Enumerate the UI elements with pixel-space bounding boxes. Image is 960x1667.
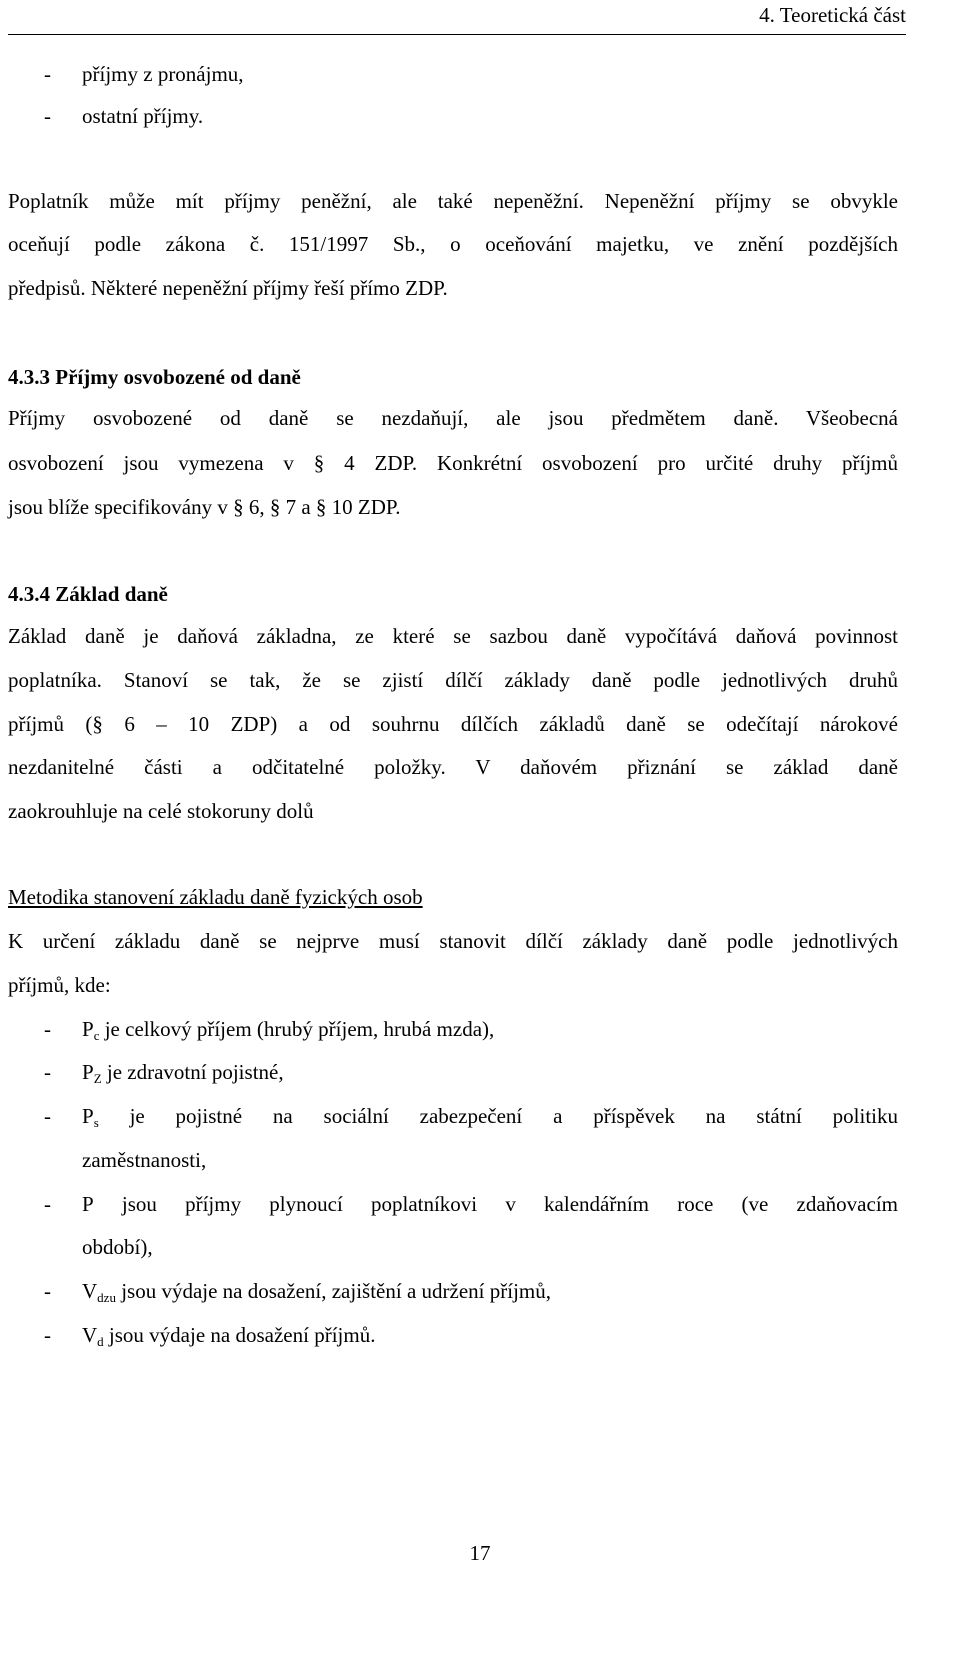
- paragraph-line: Poplatník může mít příjmy peněžní, ale také nepeněžní. Nepeněžní příjmy se obvykle: [8, 189, 898, 213]
- paragraph-line: předpisů. Některé nepeněžní příjmy řeší přímo ZDP.: [8, 276, 448, 300]
- definition-text: je celkový příjem (hrubý příjem, hrubá mzda),: [99, 1017, 495, 1041]
- definition-text: jsou výdaje na dosažení příjmů.: [103, 1323, 376, 1347]
- symbol: P: [82, 1104, 94, 1128]
- symbol: P: [82, 1060, 94, 1084]
- paragraph-line: osvobození jsou vymezena v § 4 ZDP. Konkrétní osvobození pro určité druhy příjmů: [8, 451, 898, 475]
- definition-item: [82, 1019, 494, 1042]
- definition-continuation: období),: [82, 1235, 153, 1259]
- definition-item: [82, 1281, 551, 1304]
- list-dash: -: [44, 1104, 51, 1128]
- list-dash: -: [44, 1060, 51, 1084]
- paragraph-line: K určení základu daně se nejprve musí stanovit dílčí základy daně podle jednotlivých: [8, 929, 898, 953]
- paragraph-line: jsou blíže specifikovány v § 6, § 7 a § 10 ZDP.: [8, 495, 401, 519]
- definition-text: je pojistné na sociální zabezpečení a příspěvek na státní politiku: [98, 1104, 898, 1128]
- paragraph-line: zaokrouhluje na celé stokoruny dolů: [8, 799, 314, 823]
- symbol: P: [82, 1017, 94, 1041]
- chapter-title: 4. Teoretická část: [759, 3, 906, 27]
- symbol: P: [82, 1192, 94, 1216]
- list-dash: -: [44, 1323, 51, 1347]
- subsection-title: Metodika stanovení základu daně fyzických osob: [8, 885, 423, 909]
- definition-text: jsou výdaje na dosažení, zajištění a udržení příjmů,: [115, 1279, 551, 1303]
- section-heading: 4.3.4 Základ daně: [8, 582, 168, 606]
- paragraph-line: nezdanitelné části a odčitatelné položky. V daňovém přiznání se základ daně: [8, 755, 898, 779]
- symbol: V: [82, 1323, 98, 1347]
- paragraph-line: příjmů, kde:: [8, 973, 111, 997]
- definition-item: [82, 1062, 284, 1085]
- paragraph-line: poplatníka. Stanoví se tak, že se zjistí dílčí základy daně podle jednotlivých druhů: [8, 668, 898, 692]
- definition-continuation: zaměstnanosti,: [82, 1148, 207, 1172]
- paragraph-line: oceňují podle zákona č. 151/1997 Sb., o oceňování majetku, ve znění pozdějších: [8, 232, 898, 256]
- definition-item: [82, 1106, 898, 1129]
- symbol-subscript: s: [93, 1115, 99, 1130]
- page-number: 17: [469, 1541, 491, 1565]
- list-dash: -: [44, 104, 51, 128]
- symbol-subscript: dzu: [97, 1290, 116, 1305]
- paragraph-line: příjmů (§ 6 – 10 ZDP) a od souhrnu dílčích základů daně se odečítají nárokové: [8, 712, 898, 736]
- definition-item: [82, 1194, 898, 1217]
- paragraph-line: Příjmy osvobozené od daně se nezdaňují, ale jsou předmětem daně. Všeobecná: [8, 406, 898, 430]
- definition-text: jsou příjmy plynoucí poplatníkovi v kalendářním roce (ve zdaňovacím: [93, 1192, 898, 1216]
- paragraph-line: Základ daně je daňová základna, ze které se sazbou daně vypočítává daňová povinnost: [8, 624, 898, 648]
- list-item: ostatní příjmy.: [82, 104, 204, 128]
- definition-text: je zdravotní pojistné,: [101, 1060, 284, 1084]
- definition-item: [82, 1325, 375, 1348]
- symbol-subscript: d: [97, 1334, 104, 1349]
- symbol-subscript: Z: [93, 1071, 102, 1086]
- list-dash: -: [44, 1279, 51, 1303]
- list-item: příjmy z pronájmu,: [82, 62, 244, 86]
- list-dash: -: [44, 1017, 51, 1041]
- list-dash: -: [44, 1192, 51, 1216]
- page-header: [8, 0, 906, 35]
- section-heading: 4.3.3 Příjmy osvobozené od daně: [8, 365, 301, 389]
- list-dash: -: [44, 62, 51, 86]
- symbol-subscript: c: [93, 1028, 100, 1043]
- symbol: V: [82, 1279, 98, 1303]
